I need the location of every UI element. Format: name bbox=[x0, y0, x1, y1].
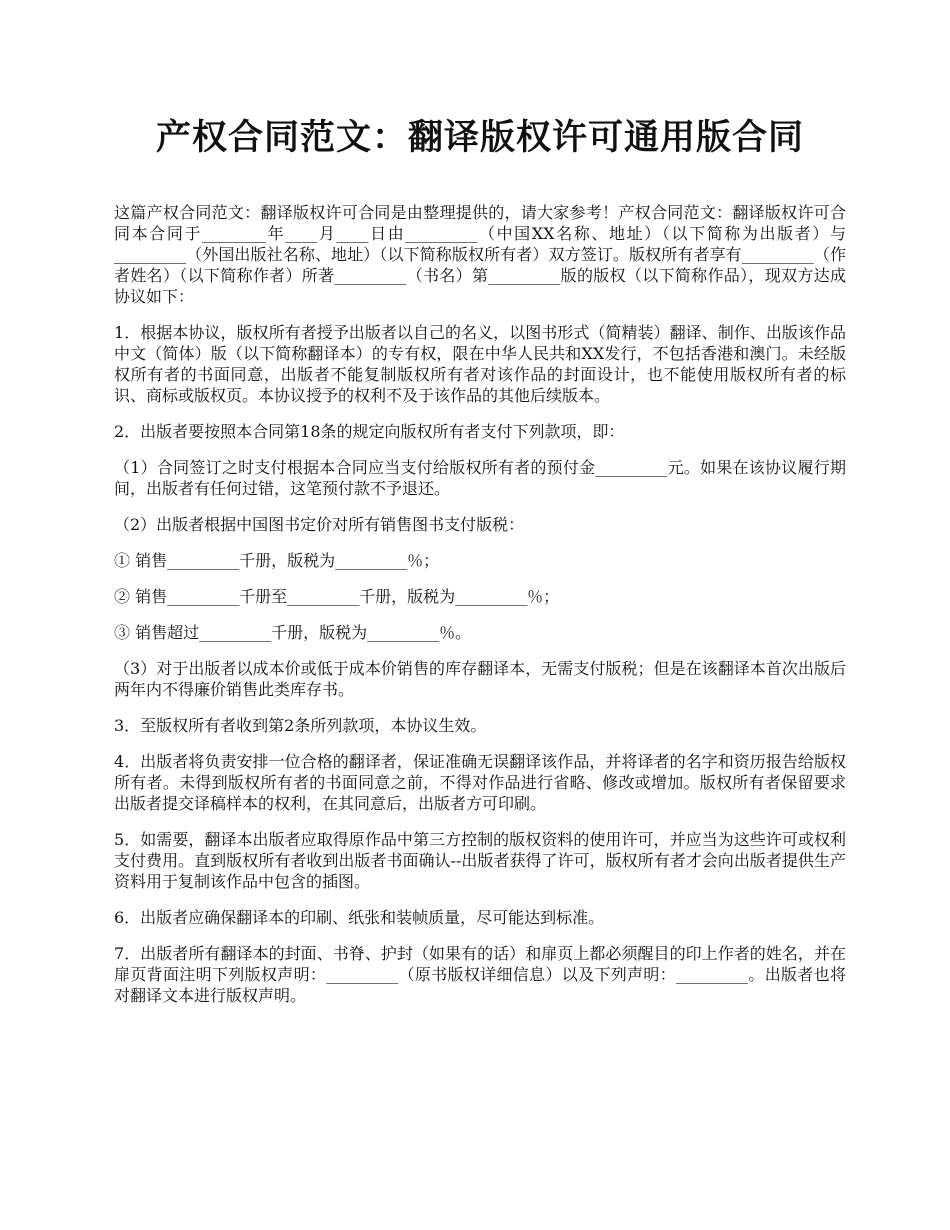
royalty-tier-2: ② 销售_________千册至_________千册，版税为_________％； bbox=[114, 587, 560, 606]
clause-6-paragraph: 6．出版者应确保翻译本的印刷、纸张和装帧质量，尽可能达到标准。 bbox=[114, 908, 605, 927]
royalty-tier-3: ③ 销售超过_________千册，版税为_________％。 bbox=[114, 623, 472, 642]
clause-4-paragraph: 4．出版者将负责安排一位合格的翻译者，保证准确无误翻译该作品，并将译者的名字和资历报告给版权所有者。未得到版权所有者的书面同意之前，不得对作品进行省略、修改或增加。版权所有者保留要求出版者提交译稿样本的权利，在其同意后，出版者方可印刷。 bbox=[114, 752, 846, 813]
clause-2-paragraph: 2．出版者要按照本合同第18条的规定向版权所有者支付下列款项，即： bbox=[114, 422, 625, 441]
document-page bbox=[114, 112, 846, 1021]
clause-2-item-1-paragraph: （1）合同签订之时支付根据本合同应当支付给版权所有者的预付金_________元。如果在该协议履行期间，出版者有任何过错，这笔预付款不予退还。 bbox=[114, 458, 846, 498]
clause-3-paragraph: 3．至版权所有者收到第2条所列款项，本协议生效。 bbox=[114, 716, 487, 735]
clause-2-item-3-paragraph: （3）对于出版者以成本价或低于成本价销售的库存翻译本，无需支付版税；但是在该翻译本首次出版后两年内不得廉价销售此类库存书。 bbox=[114, 659, 846, 699]
clause-7-paragraph: 7．出版者所有翻译本的封面、书脊、护封（如果有的话）和扉页上都必须醒目的印上作者的姓名，并在扉页背面注明下列版权声明：_________（原书版权详细信息）以及下列声明：_________。出版者也将对翻译文本进行版权声明。 bbox=[114, 944, 846, 1005]
document-title: 产权合同范文：翻译版权许可通用版合同 bbox=[155, 117, 804, 158]
clause-5-paragraph: 5．如需要，翻译本出版者应取得原作品中第三方控制的版权资料的使用许可，并应当为这些许可或权利支付费用。直到版权所有者收到出版者书面确认--出版者获得了许可，版权所有者才会向出版者提供生产资料用于复制该作品中包含的插图。 bbox=[114, 830, 846, 891]
clause-2-item-2-paragraph: （2）出版者根据中国图书定价对所有销售图书支付版税： bbox=[114, 515, 525, 534]
intro-paragraph: 这篇产权合同范文：翻译版权许可合同是由整理提供的，请大家参考！产权合同范文：翻译版权许可合同本合同于________年____月____日由_________（中国XX名称、地址）（以下简称为出版者）与_________（外国出版社名称、地址）（以下简称版权所有者）双方签订。版权所有者享有_________（作者姓名）（以下简称作者）所著_________（书名）第_________版的版权（以下简称作品），现双方达成协议如下： bbox=[114, 203, 846, 306]
royalty-tier-1: ① 销售_________千册，版税为_________％； bbox=[114, 551, 440, 570]
clause-1-paragraph: 1．根据本协议，版权所有者授予出版者以自己的名义，以图书形式（简精装）翻译、制作、出版该作品中文（简体）版（以下简称翻译本）的专有权，限在中华人民共和XX发行，不包括香港和澳门。未经版权所有者的书面同意，出版者不能复制版权所有者对该作品的封面设计，也不能使用版权所有者的标识、商标或版权页。本协议授予的权利不及于该作品的其他后续版本。 bbox=[114, 323, 846, 405]
